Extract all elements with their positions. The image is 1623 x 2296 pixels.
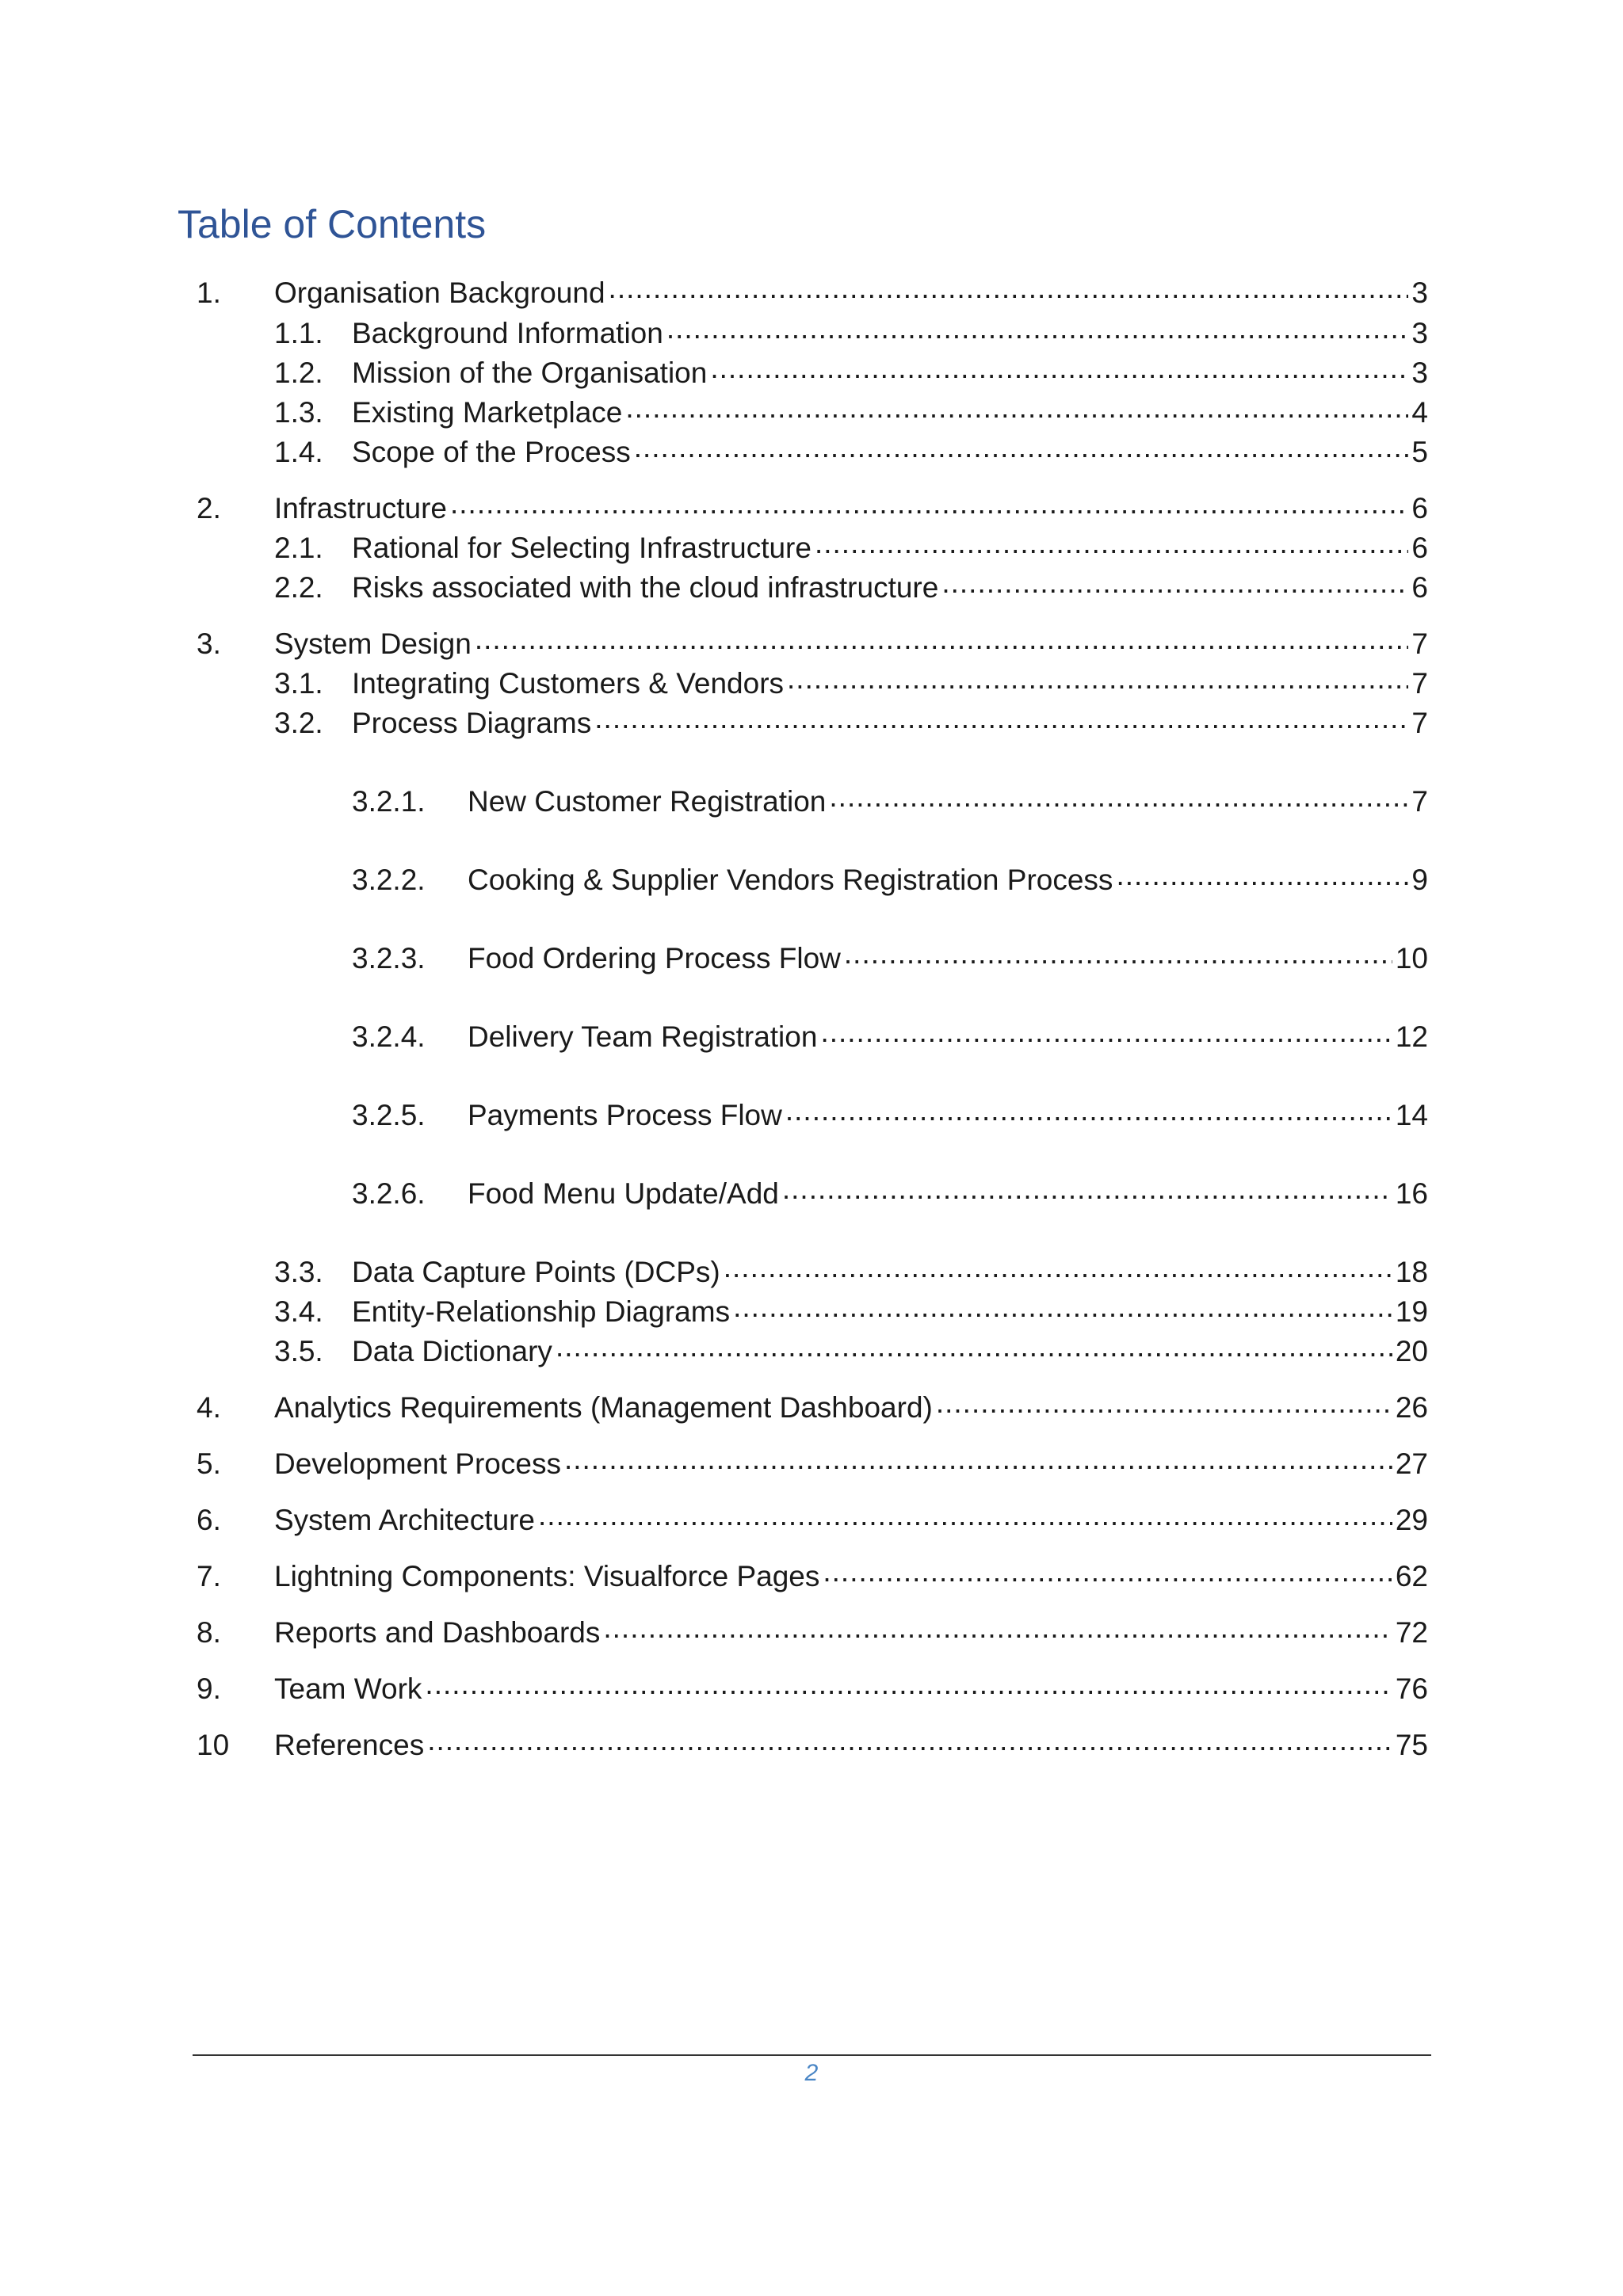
- toc-entry[interactable]: [274, 314, 1428, 353]
- toc-entry[interactable]: [274, 528, 1428, 568]
- toc-entry-title[interactable]: Food Menu Update/Add: [468, 1177, 779, 1210]
- toc-entry[interactable]: [274, 1332, 1428, 1371]
- toc-entry[interactable]: [197, 1613, 1428, 1653]
- toc-entry-page: 5: [1411, 436, 1428, 468]
- toc-entry-title[interactable]: Integrating Customers & Vendors: [352, 667, 785, 700]
- toc-entry-title[interactable]: Organisation Background: [274, 277, 605, 309]
- toc-entry-title[interactable]: Data Dictionary: [352, 1335, 552, 1367]
- toc-dot-leader: [666, 314, 1409, 343]
- toc-entry-number: 3.5.: [274, 1335, 323, 1367]
- toc-entry-page: 18: [1395, 1256, 1428, 1288]
- toc-title: Table of Contents: [178, 202, 487, 246]
- toc-entry-title[interactable]: New Customer Registration: [468, 785, 827, 818]
- toc-entry-title[interactable]: Payments Process Flow: [468, 1099, 782, 1131]
- toc-entry[interactable]: [274, 353, 1428, 393]
- toc-dot-leader: [724, 1253, 1392, 1282]
- toc-dot-leader: [1116, 860, 1408, 890]
- toc-entry-number: 3.4.: [274, 1295, 323, 1328]
- toc-entry-number: 1.4.: [274, 436, 323, 468]
- toc-entry[interactable]: [274, 568, 1428, 608]
- toc-entry-number: 8.: [197, 1616, 221, 1649]
- toc-dot-leader: [941, 568, 1408, 597]
- toc-entry-number: 2.: [197, 492, 221, 524]
- toc-entry-title[interactable]: Rational for Selecting Infrastructure: [352, 532, 812, 564]
- toc-dot-leader: [785, 1096, 1392, 1125]
- toc-entry-title[interactable]: Lightning Components: Visualforce Pages: [274, 1560, 820, 1592]
- toc-entry-number: 3.2.2.: [352, 864, 426, 896]
- toc-entry-title[interactable]: Cooking & Supplier Vendors Registration Process: [468, 864, 1113, 896]
- toc-entry-title[interactable]: Risks associated with the cloud infrastructure: [352, 571, 939, 604]
- toc-entry-number: 3.2.3.: [352, 942, 426, 974]
- toc-dot-leader: [829, 782, 1408, 811]
- toc-entry-number: 6.: [197, 1504, 221, 1536]
- toc-entry[interactable]: [352, 860, 1428, 900]
- toc-entry-number: 3.2.: [274, 707, 323, 739]
- toc-entry-title[interactable]: Food Ordering Process Flow: [468, 942, 841, 974]
- toc-entry-number: 4.: [197, 1391, 221, 1424]
- toc-entry-number: 7.: [197, 1560, 221, 1592]
- toc-dot-leader: [427, 1726, 1392, 1755]
- toc-entry-title[interactable]: System Architecture: [274, 1504, 536, 1536]
- toc-entry-page: 7: [1411, 667, 1428, 700]
- toc-dot-leader: [823, 1557, 1392, 1586]
- toc-dot-leader: [634, 433, 1409, 462]
- toc-entry[interactable]: [352, 782, 1428, 822]
- toc-entry-title[interactable]: Data Capture Points (DCPs): [352, 1256, 720, 1288]
- toc-entry[interactable]: [197, 1557, 1428, 1596]
- toc-entry-number: 3.: [197, 627, 221, 660]
- toc-dot-leader: [936, 1388, 1392, 1417]
- toc-entry-title[interactable]: Process Diagrams: [352, 707, 592, 739]
- toc-dot-leader: [815, 528, 1408, 558]
- toc-entry[interactable]: [197, 1669, 1428, 1709]
- toc-entry-title[interactable]: Delivery Team Registration: [468, 1020, 818, 1053]
- toc-entry-page: 3: [1411, 317, 1428, 349]
- toc-entry[interactable]: [352, 939, 1428, 978]
- toc-entry-title[interactable]: Analytics Requirements (Management Dashboard): [274, 1391, 933, 1424]
- toc-entry-title[interactable]: Entity-Relationship Diagrams: [352, 1295, 731, 1328]
- toc-entry-title[interactable]: Scope of the Process: [352, 436, 631, 468]
- toc-entry-title[interactable]: Team Work: [274, 1672, 422, 1705]
- page-number: 2: [804, 2060, 819, 2086]
- toc-entry-number: 3.3.: [274, 1256, 323, 1288]
- toc-entry-page: 26: [1395, 1391, 1428, 1424]
- toc-entry-page: 27: [1395, 1447, 1428, 1480]
- toc-dot-leader: [475, 624, 1409, 654]
- toc-entry[interactable]: [197, 1501, 1428, 1540]
- toc-dot-leader: [425, 1669, 1392, 1699]
- toc-entry[interactable]: [352, 1017, 1428, 1057]
- toc-entry[interactable]: [274, 664, 1428, 704]
- toc-entry-page: 62: [1395, 1560, 1428, 1592]
- toc-entry-title[interactable]: Mission of the Organisation: [352, 357, 708, 389]
- toc-entry-page: 7: [1411, 627, 1428, 660]
- toc-entry-title[interactable]: System Design: [274, 627, 472, 660]
- toc-entry[interactable]: [197, 273, 1428, 313]
- toc-entry[interactable]: [274, 704, 1428, 743]
- toc-entry-page: 19: [1395, 1295, 1428, 1328]
- footer-divider: [193, 2054, 1431, 2056]
- toc-entry[interactable]: [197, 489, 1428, 528]
- toc-entry-title[interactable]: Background Information: [352, 317, 663, 349]
- toc-dot-leader: [733, 1292, 1392, 1322]
- toc-entry-number: 10: [197, 1729, 230, 1761]
- toc-dot-leader: [609, 273, 1409, 303]
- toc-entry[interactable]: [197, 1726, 1428, 1765]
- toc-entry[interactable]: [197, 1444, 1428, 1484]
- toc-entry-page: 76: [1395, 1672, 1428, 1705]
- toc-entry-page: 75: [1395, 1729, 1428, 1761]
- toc-entry[interactable]: [197, 1388, 1428, 1428]
- toc-entry-number: 2.2.: [274, 571, 323, 604]
- toc-entry-page: 20: [1395, 1335, 1428, 1367]
- toc-entry-page: 9: [1411, 864, 1428, 896]
- toc-dot-leader: [820, 1017, 1392, 1047]
- toc-entry-page: 16: [1395, 1177, 1428, 1210]
- toc-dot-leader: [710, 353, 1408, 383]
- toc-entry-number: 1.3.: [274, 396, 323, 429]
- toc-entry-page: 14: [1395, 1099, 1428, 1131]
- toc-entry-number: 5.: [197, 1447, 221, 1480]
- toc-entry-number: 9.: [197, 1672, 221, 1705]
- toc-entry-page: 12: [1395, 1020, 1428, 1053]
- toc-dot-leader: [564, 1444, 1392, 1474]
- toc-entry[interactable]: [274, 1292, 1428, 1332]
- toc-entry-title[interactable]: Development Process: [274, 1447, 561, 1480]
- toc-entry[interactable]: [352, 1096, 1428, 1135]
- toc-entry-page: 10: [1395, 942, 1428, 974]
- toc-entry[interactable]: [274, 1253, 1428, 1292]
- toc-entry-title[interactable]: References: [274, 1729, 425, 1761]
- toc-entry-page: 29: [1395, 1504, 1428, 1536]
- toc-entry-page: 4: [1411, 396, 1428, 429]
- toc-entry-page: 3: [1411, 277, 1428, 309]
- toc-entry-page: 7: [1411, 707, 1428, 739]
- toc-entry[interactable]: [352, 1174, 1428, 1214]
- toc-entry[interactable]: [274, 433, 1428, 472]
- toc-entry-page: 7: [1411, 785, 1428, 818]
- toc-entry-number: 1.: [197, 277, 221, 309]
- toc-entry-page: 6: [1411, 532, 1428, 564]
- toc-entry-number: 1.1.: [274, 317, 323, 349]
- toc-entry-title[interactable]: Reports and Dashboards: [274, 1616, 601, 1649]
- toc-entry[interactable]: [274, 393, 1428, 433]
- toc-dot-leader: [844, 939, 1392, 968]
- toc-entry-number: 3.2.4.: [352, 1020, 426, 1053]
- toc-dot-leader: [594, 704, 1408, 733]
- toc-dot-leader: [782, 1174, 1392, 1203]
- toc-entry-number: 3.2.1.: [352, 785, 426, 818]
- toc-entry-number: 3.2.6.: [352, 1177, 426, 1210]
- toc-dot-leader: [538, 1501, 1392, 1530]
- toc-dot-leader: [787, 664, 1408, 693]
- toc-dot-leader: [625, 393, 1408, 422]
- toc-entry-number: 3.1.: [274, 667, 323, 700]
- toc-entry-title[interactable]: Existing Marketplace: [352, 396, 623, 429]
- toc-entry-page: 3: [1411, 357, 1428, 389]
- toc-entry-page: 6: [1411, 492, 1428, 524]
- toc-entry-number: 1.2.: [274, 357, 323, 389]
- toc-entry-number: 3.2.5.: [352, 1099, 426, 1131]
- toc-entry-number: 2.1.: [274, 532, 323, 564]
- toc-dot-leader: [603, 1613, 1392, 1642]
- toc-dot-leader: [450, 489, 1408, 518]
- toc-entry-page: 6: [1411, 571, 1428, 604]
- toc-entry-title[interactable]: Infrastructure: [274, 492, 447, 524]
- toc-dot-leader: [556, 1332, 1392, 1361]
- toc-entry[interactable]: [197, 624, 1428, 664]
- toc-entry-page: 72: [1395, 1616, 1428, 1649]
